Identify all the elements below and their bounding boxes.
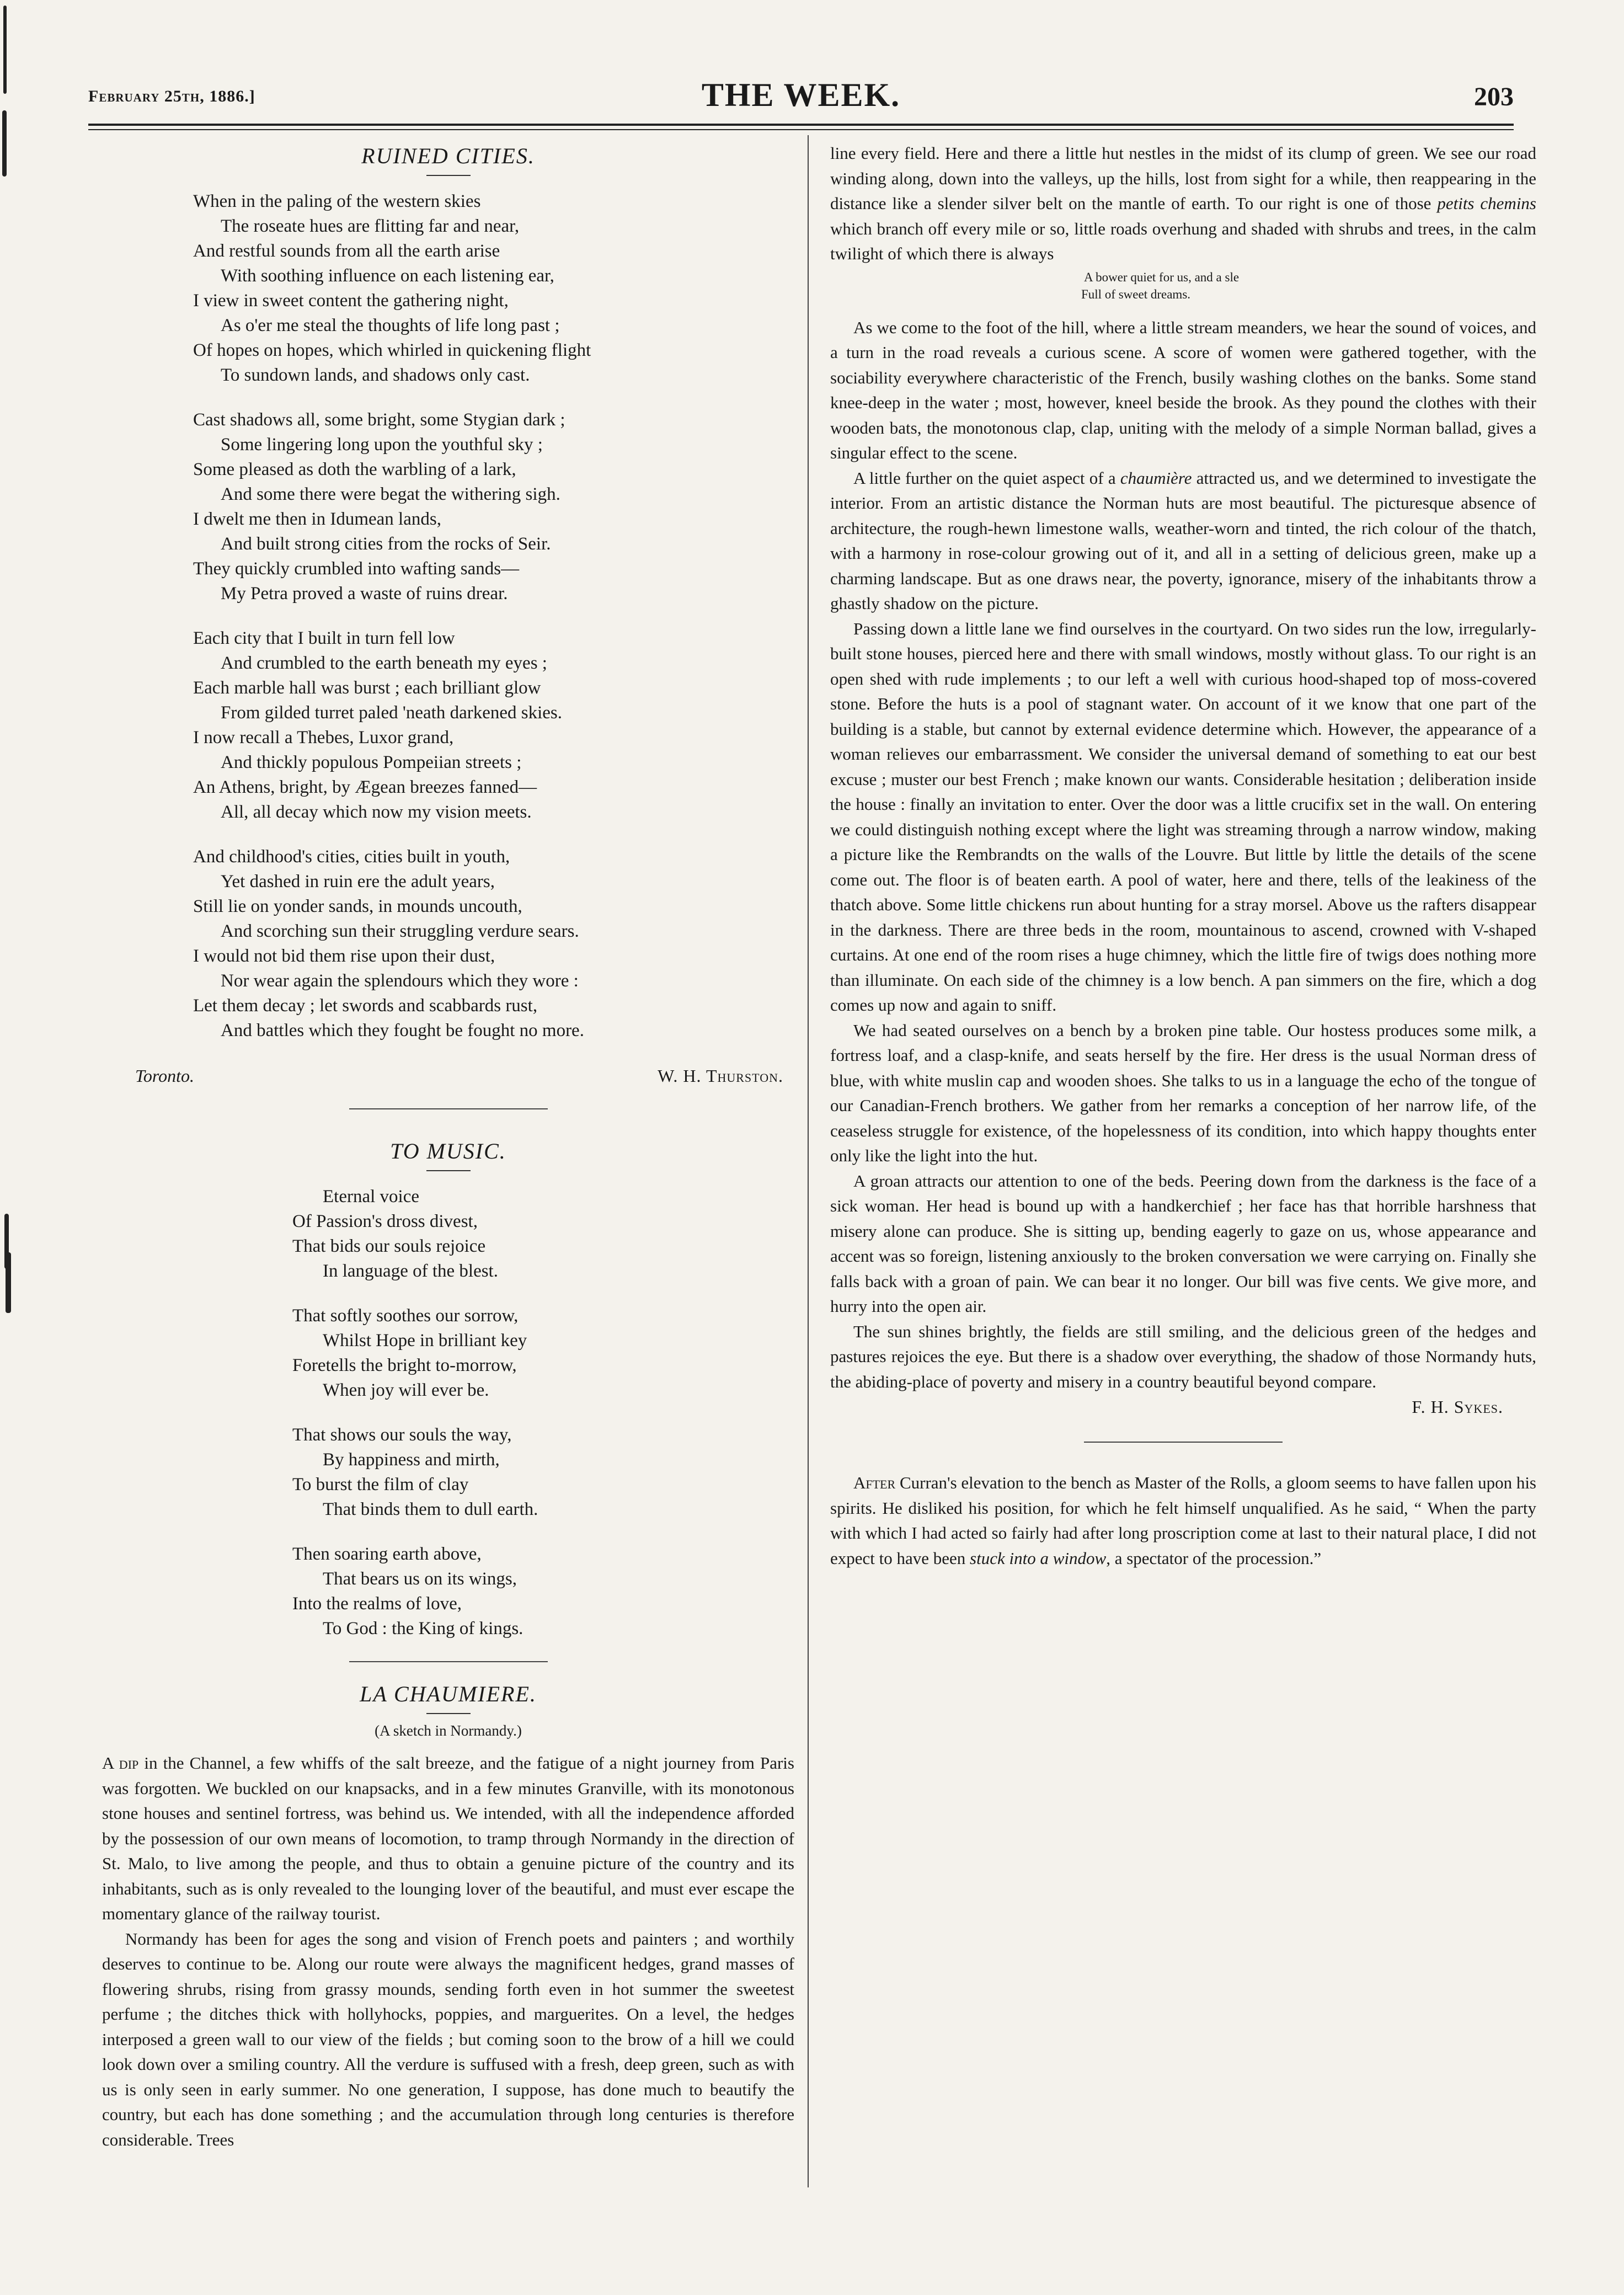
section-separator (1084, 1442, 1283, 1443)
verse-quotation (830, 269, 1536, 303)
ruined-cities-signature (102, 1063, 794, 1088)
poem-line: And scorching sun their struggling verdure sears. (221, 921, 579, 941)
poem-line: Of Passion's dross divest, (292, 1211, 478, 1231)
poem-line: When in the paling of the western skies (193, 191, 481, 211)
poem-line: To burst the film of clay (292, 1475, 469, 1495)
poem-line: Cast shadows all, some bright, some Stygian dark ; (193, 410, 565, 430)
section-separator (349, 1108, 548, 1109)
poem-line: And built strong cities from the rocks of Seir. (221, 534, 551, 554)
poem-line: An Athens, bright, by Ægean breezes fanned— (193, 777, 537, 797)
poem-line: With soothing influence on each listening ear, (221, 266, 554, 286)
ruined-cities-poem (102, 189, 794, 1043)
drop-lead: After (853, 1473, 896, 1492)
emphasis: stuck into a window (970, 1548, 1107, 1568)
section-separator (349, 1661, 548, 1662)
stanza (102, 189, 794, 388)
la-chaumiere-body-right (830, 141, 1536, 1394)
poem-author: W. H. Thurston. (658, 1066, 783, 1086)
stanza (102, 1184, 794, 1284)
poem-line: And thickly populous Pompeiian streets ; (221, 752, 522, 772)
poem-line: Each city that I built in turn fell low (193, 628, 455, 648)
paragraph (830, 466, 1536, 616)
poem-line: My Petra proved a waste of ruins drear. (221, 584, 508, 604)
header-rule-thin (88, 129, 1514, 130)
poem-line: As o'er me steal the thoughts of life long past ; (221, 316, 560, 335)
poem-line: And childhood's cities, cities built in youth, (193, 847, 510, 867)
paragraph: A groan attracts our attention to one of the beds. Peering down from the darkness is the face of a sick woman. Her head is bound up with a handkerchief ; her face has that horrible harshness that misery alone can produce. She is sitting up, bending eagerly to gaze on us, whose appearance and accent was so foreign, listening anxiously to the broken conversation we were carrying on. Finally she falls back with a groan of pain. We can bear it no longer. Our bill was five cents. We give more, and hurry into the open air. (830, 1171, 1536, 1316)
to-music-title: TO MUSIC. (390, 1139, 506, 1163)
poem-line: And some there were begat the withering sigh. (221, 484, 560, 504)
stanza (102, 626, 794, 825)
to-music-poem (102, 1184, 794, 1641)
poem-line: Still lie on yonder sands, in mounds uncouth, (193, 896, 522, 916)
title-rule (426, 1170, 471, 1171)
poem-place: Toronto. (135, 1066, 195, 1086)
paragraph: Passing down a little lane we find ourselves in the courtyard. On two sides run the low, irregularly-built stone houses, pierced here and there with small windows, mostly without glass. To our right is an open shed with rude implements ; to our left a well with curious hood-shaped top of moss-covered stone. Before the huts is a pool of stagnant water. On account of it we know that one part of the building is a stable, but cannot by external evidence determine which. However, the appearance of a woman relieves our embarrassment. We consider the universal demand of something to eat our best excuse ; muster our best French ; make known our wants. Considerable hesitation ; deliberation inside the house : finally an invitation to enter. Over the door was a little crucifix set in the wall. On entering we could distinguish nothing except where the light was streaming through a narrow window, making a picture like the Rembrandts on the walls of the Louvre. But little by little the details of the scene come out. The floor is of beaten earth. A pool of water, here and there, tells of the leakiness of the thatch above. Some little chickens run about hunting for a stray morsel. Above us the rafters disappear in the darkness. There are three beds in the room, mountainous to ascend, crowned with V-shaped curtains. At one end of the room rises a huge chimney, which the little fire of twigs does nothing more than illuminate. On each side of the chimney is a low bench. A pan simmers on the fire, which a dog comes up now and again to sniff. (830, 618, 1536, 1015)
poem-line: I would not bid them rise upon their dust, (193, 946, 495, 966)
poem-line: Into the realms of love, (292, 1594, 462, 1614)
ruined-cities-title: RUINED CITIES. (361, 143, 535, 168)
paragraph-text: attracted us, and we determined to investigate the interior. From an artistic distance the Norman huts are most beautiful. The picturesque absence of architecture, the rough-hewn limestone walls, weather-worn and tinted, the rich colour of the thatch, with a harmony in rose-colour growing out of it, and all in a setting of delicious green, make up a charming landscape. But as one draws near, the poverty, ignorance, misery of the inhabitants throw a ghastly shadow on the picture. (830, 468, 1536, 613)
poem-line: That shows our souls the way, (292, 1425, 512, 1445)
poem-line: Eternal voice (323, 1187, 419, 1207)
poem-line: Let them decay ; let swords and scabbards rust, (193, 996, 538, 1016)
stanza (102, 408, 794, 606)
scan-mark (3, 6, 7, 94)
poem-line: And crumbled to the earth beneath my eyes ; (221, 653, 547, 673)
poem-line: Yet dashed in ruin ere the adult years, (221, 872, 495, 892)
poem-line: In language of the blest. (323, 1261, 498, 1281)
emphasis: chaumière (1120, 468, 1192, 488)
poem-line: From gilded turret paled 'neath darkened skies. (221, 703, 563, 723)
scan-mark (6, 1252, 11, 1313)
paragraph: We had seated ourselves on a bench by a broken pine table. Our hostess produces some milk, a fortress loaf, and a clasp-knife, and seats herself by the fire. Her dress is the usual Norman dress of blue, with white muslin cap and wooden shoes. She talks to us in a language the echo of the tongue of our Canadian-French brothers. We gather from her remarks a conception of her narrow life, of the ceaseless struggle for existence, of the hopelessness of its condition, into which happy thoughts enter only like the light into the hut. (830, 1020, 1536, 1165)
title-rule (426, 175, 471, 176)
stanza (102, 845, 794, 1043)
poem-line: Foretells the bright to-morrow, (292, 1355, 517, 1375)
column-divider (808, 135, 809, 2187)
poem-line: That softly soothes our sorrow, (292, 1306, 519, 1326)
paragraph-text: , a spectator of the procession.” (1106, 1548, 1322, 1568)
stanza (102, 1542, 794, 1641)
quote-line: Full of sweet dreams. (1081, 287, 1191, 301)
poem-line: The roseate hues are flitting far and near, (221, 216, 520, 236)
poem-line: To sundown lands, and shadows only cast. (221, 365, 530, 385)
right-column (830, 141, 1536, 1571)
la-chaumiere-subtitle: (A sketch in Normandy.) (375, 1722, 522, 1739)
scan-mark (2, 110, 7, 177)
poem-line: And battles which they fought be fought no more. (221, 1021, 584, 1040)
poem-line: I dwelt me then in Idumean lands, (193, 509, 441, 529)
poem-line: When joy will ever be. (323, 1380, 489, 1400)
poem-line: That bids our souls rejoice (292, 1236, 486, 1256)
stanza (102, 1423, 794, 1522)
header-rule (88, 124, 1514, 126)
stanza (102, 1304, 794, 1403)
paragraph-text: in the Channel, a few whiffs of the salt breeze, and the fatigue of a night journey from Paris was forgotten. We buckled on our knapsacks, and in a few minutes Granville, with its monotonous stone houses and sentinel fortress, was behind us. We intended, with all the independence afforded by the possession of our own means of locomotion, to tramp through Normandy in the direction of St. Malo, to live among the people, and thus to obtain a genuine picture of the country and its inhabitants, such as is only revealed to the lounging lover of the beautiful, and must ever escape the momentary glance of the railway tourist. (102, 1753, 794, 1923)
left-column (102, 141, 794, 2152)
paragraph-text: Curran's elevation to the bench as Master of the Rolls, a gloom seems to have fallen upon his spirits. He disliked his position, for which he felt himself unqualified. As he said, “ When the party with which I had acted so fairly had after long proscription come at last to their natural place, I did not expect to have been (830, 1473, 1536, 1568)
masthead-title: THE WEEK. (701, 77, 901, 113)
la-chaumiere-title: LA CHAUMIERE. (360, 1682, 537, 1706)
paragraph (830, 141, 1536, 266)
emphasis: petits chemins (1437, 194, 1536, 213)
paragraph: Normandy has been for ages the song and vision of French poets and painters ; and worthily deserves to continue to be. Along our route were always the magnificent hedges, grand masses of flowering shrubs, rising from grassy mounds, sending forth even in hot summer the sweetest perfume ; the ditches thick with hollyhocks, poppies, and marguerites. On a level, the hedges interposed a green wall to our view of the fields ; but coming soon to the brow of a hill we could look down over a smiling country. All the verdure is suffused with a fresh, deep green, such as with us is only seen in early summer. No one generation, I suppose, has done much to beautify the country, but each has done something ; and the accumulation through long centuries is therefore considerable. Trees (102, 1929, 794, 2149)
poem-line: Some pleased as doth the warbling of a lark, (193, 460, 516, 479)
drop-lead: A dip (102, 1753, 139, 1773)
poem-line: Whilst Hope in brilliant key (323, 1331, 527, 1351)
poem-line: I view in sweet content the gathering night, (193, 291, 509, 311)
la-chaumiere-body-left (102, 1750, 794, 2152)
poem-line: That bears us on its wings, (323, 1569, 517, 1589)
poem-line: That binds them to dull earth. (323, 1499, 538, 1519)
poem-line: Then soaring earth above, (292, 1544, 482, 1564)
paragraph-text: which branch off every mile or so, little roads overhung and shaded with shrubs and trees, in the calm twilight of which there is always (830, 218, 1536, 263)
paragraph: As we come to the foot of the hill, where a little stream meanders, we hear the sound of voices, and a turn in the road reveals a curious scene. A score of women were gathered together, with the sociability everywhere characteristic of the French, busily washing clothes on the banks. Some stand knee-deep in the water ; most, however, kneel beside the brook. As they pound the clothes with their wooden bats, the monotonous clap, clap, uniting with the melody of a simple Norman ballad, gives a singular effect to the scene. (830, 317, 1536, 462)
paragraph (830, 1470, 1536, 1571)
quote-line: A bower quiet for us, and a sle (1084, 270, 1240, 284)
curran-anecdote (830, 1470, 1536, 1571)
title-rule (426, 1713, 471, 1714)
la-chaumiere-author: F. H. Sykes. (1412, 1397, 1503, 1417)
paragraph (102, 1750, 794, 1926)
paragraph-text: A little further on the quiet aspect of a (853, 468, 1120, 488)
poem-line: Each marble hall was burst ; each brilliant glow (193, 678, 541, 698)
poem-line: They quickly crumbled into wafting sands— (193, 559, 520, 579)
page-header (88, 76, 1514, 126)
poem-line: Of hopes on hopes, which whirled in quickening flight (193, 340, 591, 360)
poem-line: Some lingering long upon the youthful sky ; (221, 435, 543, 455)
poem-line: And restful sounds from all the earth arise (193, 241, 500, 261)
poem-line: I now recall a Thebes, Luxor grand, (193, 728, 454, 748)
page-number: 203 (1474, 82, 1514, 111)
issue-date: February 25th, 1886.] (88, 87, 255, 105)
poem-line: To God : the King of kings. (323, 1619, 523, 1638)
poem-line: Nor wear again the splendours which they wore : (221, 971, 579, 991)
paragraph: The sun shines brightly, the fields are still smiling, and the delicious green of the hedges and pastures rejoices the eye. But there is a shadow over everything, the shadow of those Normandy huts, the abiding-place of poverty and misery in a country beautiful beyond compare. (830, 1321, 1536, 1391)
poem-line: All, all decay which now my vision meets. (221, 802, 532, 822)
paragraph-text: line every field. Here and there a little hut nestles in the midst of its clump of green. We see our road winding along, down into the valleys, up the hills, lost from sight for a while, then reappearing in the distance like a slender silver belt on the mantle of earth. To our right is one of those (830, 143, 1536, 213)
poem-line: By happiness and mirth, (323, 1450, 500, 1470)
